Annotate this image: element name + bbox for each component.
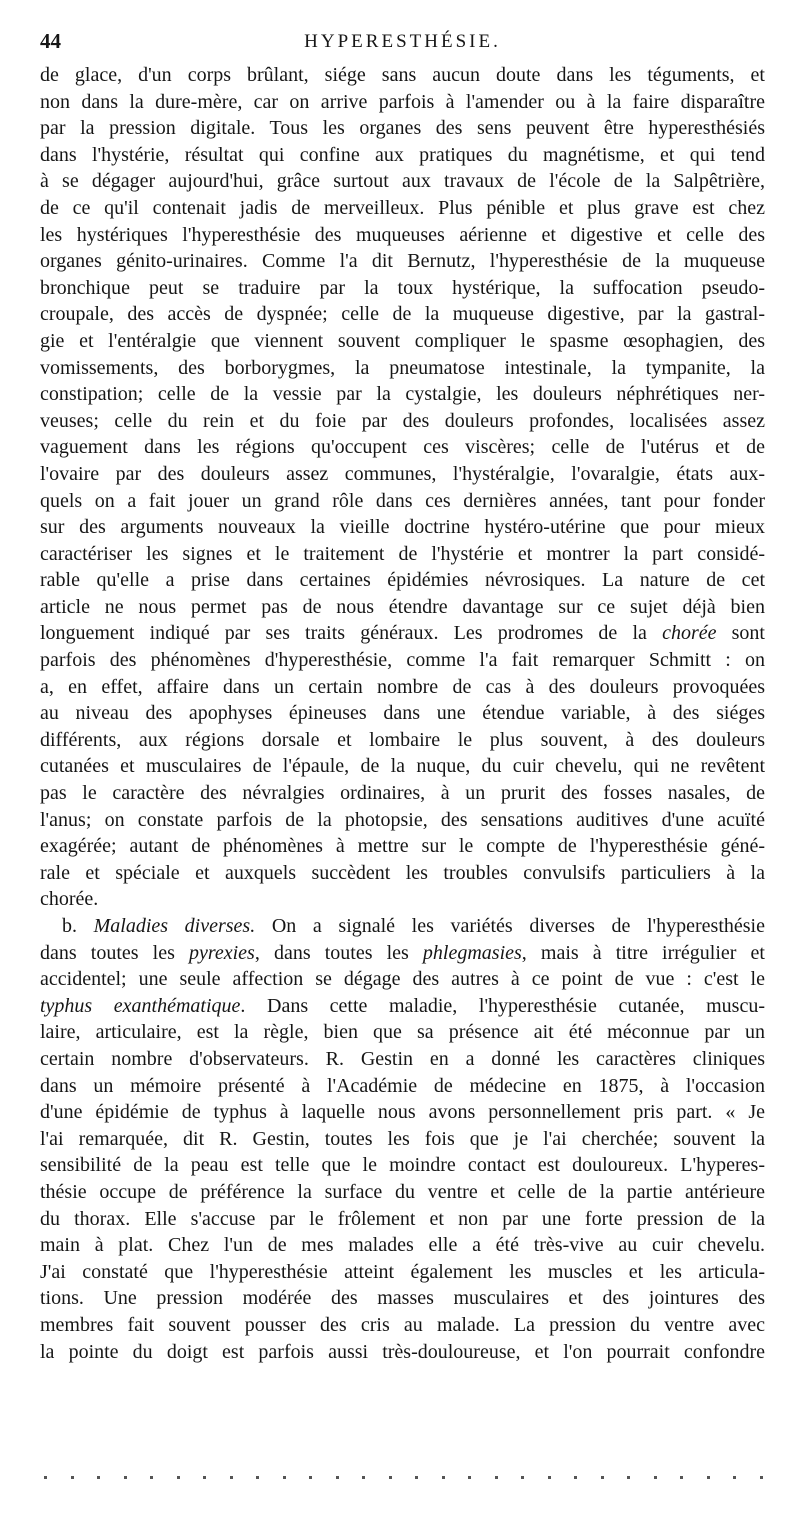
running-head: HYPERESTHÉSIE. bbox=[304, 31, 501, 52]
text-segment: thésie occupe de préférence la surface du ventre et celle de la partie antérieure bbox=[40, 1180, 765, 1203]
text-line bbox=[40, 514, 765, 541]
text-segment: a, en effet, affaire dans un certain nombre de cas à des douleurs provoquées bbox=[40, 675, 765, 698]
text-segment: gie et l'entéralgie que viennent souvent compliquer le spasme œsophagien, des bbox=[40, 329, 765, 352]
rule-dot bbox=[362, 1476, 365, 1479]
text-segment: dans toutes les bbox=[40, 941, 189, 964]
rule-dot bbox=[760, 1476, 763, 1479]
italic-text-segment: phlegmasies bbox=[422, 941, 522, 964]
text-segment: croupale, des accès de dyspnée; celle de la muqueuse digestive, par la gastral- bbox=[40, 303, 765, 326]
text-line bbox=[40, 195, 765, 222]
text-segment: main à plat. Chez l'un de mes malades elle a été très-vive au cuir chevelu. bbox=[40, 1234, 765, 1257]
rule-dot bbox=[177, 1476, 180, 1479]
text-segment: l'anus; on constate parfois de la photopsie, des sensations auditives d'une acuïté bbox=[40, 808, 765, 831]
text-line bbox=[40, 355, 765, 382]
text-line bbox=[40, 1312, 765, 1339]
rule-dot bbox=[548, 1476, 551, 1479]
text-line bbox=[40, 115, 765, 142]
text-segment: exagérée; autant de phénomènes à mettre sur le compte de l'hyperesthésie géné- bbox=[40, 835, 765, 858]
text-line bbox=[40, 1179, 765, 1206]
text-line bbox=[40, 1259, 765, 1286]
text-segment: longuement indiqué par ses traits généraux. Les prodromes de la bbox=[40, 622, 663, 645]
rule-dot bbox=[97, 1476, 100, 1479]
text-segment: l'ovaire par des douleurs assez communes, l'hystéralgie, l'ovaralgie, états aux- bbox=[40, 462, 765, 485]
text-line bbox=[40, 1152, 765, 1179]
text-segment: vomissements, des borborygmes, la pneumatose intestinale, la tympanite, la bbox=[40, 356, 765, 379]
italic-text-segment: chorée bbox=[662, 622, 717, 645]
text-segment: d'une épidémie de typhus à laquelle nous avons personnellement pris part. « Je bbox=[40, 1101, 765, 1124]
text-line bbox=[40, 62, 765, 89]
text-line bbox=[40, 753, 765, 780]
text-line bbox=[40, 1232, 765, 1259]
text-line bbox=[40, 700, 765, 727]
text-line bbox=[40, 620, 765, 647]
text-line bbox=[40, 860, 765, 887]
rule-dot bbox=[654, 1476, 657, 1479]
text-line bbox=[40, 168, 765, 195]
text-line bbox=[40, 567, 765, 594]
text-line bbox=[40, 833, 765, 860]
text-line bbox=[40, 1073, 765, 1100]
text-segment: bronchique peut se traduire par la toux hystérique, la suffocation pseudo- bbox=[40, 276, 765, 299]
text-segment: tions. Une pression modérée des masses musculaires et des jointures des bbox=[40, 1287, 765, 1310]
rule-dot bbox=[203, 1476, 206, 1479]
rule-dot bbox=[707, 1476, 710, 1479]
text-segment: accidentel; une seule affection se dégage des autres à ce point de vue : c'est le bbox=[40, 968, 765, 991]
rule-dot bbox=[415, 1476, 418, 1479]
rule-dot bbox=[733, 1476, 736, 1479]
rule-dot bbox=[336, 1476, 339, 1479]
rule-dot bbox=[495, 1476, 498, 1479]
text-line bbox=[40, 807, 765, 834]
text-line bbox=[40, 381, 765, 408]
page-number: 44 bbox=[40, 29, 61, 53]
rule-dot bbox=[283, 1476, 286, 1479]
text-segment: du thorax. Elle s'accuse par le frôlement et non par une forte pression de la bbox=[40, 1207, 765, 1230]
text-segment: J'ai constaté que l'hyperesthésie atteint également les muscles et les articula- bbox=[40, 1260, 765, 1283]
italic-text-segment: Maladies diverses. bbox=[93, 915, 256, 937]
text-line bbox=[40, 780, 765, 807]
text-segment: organes génito-urinaires. Comme l'a dit Bernutz, l'hyperesthésie de la muqueuse bbox=[40, 250, 765, 273]
bottom-dot-rule bbox=[40, 1473, 765, 1483]
text-line bbox=[40, 913, 765, 940]
text-segment: membres fait souvent pousser des cris au malade. La pression du ventre avec bbox=[40, 1313, 765, 1336]
text-segment: sensibilité de la peau est telle que le moindre contact est douloureux. L'hyperes- bbox=[40, 1154, 765, 1177]
text-segment: , dans toutes les bbox=[254, 941, 423, 964]
rule-dot bbox=[680, 1476, 683, 1479]
text-segment: chorée. bbox=[40, 888, 99, 911]
text-line bbox=[40, 488, 765, 515]
text-line bbox=[40, 674, 765, 701]
rule-dot bbox=[256, 1476, 259, 1479]
text-line bbox=[40, 1046, 765, 1073]
text-segment: de glace, d'un corps brûlant, siége sans aucun doute dans les téguments, et bbox=[40, 64, 765, 86]
text-segment: pas le caractère des névralgies ordinaires, à un prurit des fosses nasales, de bbox=[40, 782, 765, 805]
text-line bbox=[40, 1206, 765, 1233]
text-segment: de ce qu'il contenait jadis de merveilleux. Plus pénible et plus grave est chez bbox=[40, 196, 765, 219]
text-segment: parfois des phénomènes d'hyperesthésie, comme l'a fait remarquer Schmitt : on bbox=[40, 649, 765, 672]
text-line bbox=[40, 142, 765, 169]
rule-dot bbox=[627, 1476, 630, 1479]
text-segment: non dans la dure-mère, car on arrive parfois à l'amender ou à la faire disparaître bbox=[40, 90, 765, 113]
text-segment: certain nombre d'observateurs. R. Gestin en a donné les caractères cliniques bbox=[40, 1047, 765, 1070]
text-segment: b. bbox=[62, 915, 94, 937]
rule-dot bbox=[309, 1476, 312, 1479]
rule-dot bbox=[442, 1476, 445, 1479]
text-segment: caractériser les signes et le traitement de l'hystérie et montrer la part considé- bbox=[40, 542, 765, 565]
text-segment: cutanées et musculaires de l'épaule, de la nuque, du cuir chevelu, qui ne revêtent bbox=[40, 755, 765, 778]
text-line bbox=[40, 89, 765, 116]
rule-dot bbox=[44, 1476, 47, 1479]
text-segment: la pointe du doigt est parfois aussi très-douloureuse, et l'on pourrait confondre bbox=[40, 1340, 765, 1363]
text-line bbox=[40, 301, 765, 328]
page-header bbox=[40, 29, 765, 57]
text-line bbox=[40, 647, 765, 674]
text-line bbox=[40, 222, 765, 249]
text-line bbox=[40, 1099, 765, 1126]
rule-dot bbox=[71, 1476, 74, 1479]
text-segment: les hystériques l'hyperesthésie des muqueuses aérienne et digestive et celle des bbox=[40, 223, 765, 246]
rule-dot bbox=[601, 1476, 604, 1479]
rule-dot bbox=[230, 1476, 233, 1479]
text-line bbox=[40, 248, 765, 275]
text-line bbox=[40, 1126, 765, 1153]
text-line bbox=[40, 993, 765, 1020]
text-segment: sur des arguments nouveaux la vieille doctrine hystéro-utérine que pour mieux bbox=[40, 516, 765, 539]
text-line bbox=[40, 1339, 765, 1366]
text-segment: sont bbox=[716, 622, 765, 645]
text-segment: dans l'hystérie, résultat qui confine aux pratiques du magnétisme, et qui tend bbox=[40, 143, 765, 166]
text-segment: différents, aux régions dorsale et lombaire le plus souvent, à des douleurs bbox=[40, 728, 765, 751]
text-segment: laire, articulaire, est la règle, bien que sa présence ait été méconnue par un bbox=[40, 1021, 765, 1044]
text-line bbox=[40, 275, 765, 302]
text-line bbox=[40, 541, 765, 568]
text-line bbox=[40, 434, 765, 461]
text-segment: quels on a fait jouer un grand rôle dans ces dernières années, tant pour fonder bbox=[40, 489, 765, 512]
italic-text-segment: typhus exanthématique bbox=[40, 994, 241, 1017]
text-segment: constipation; celle de la vessie par la cystalgie, les douleurs néphrétiques ner- bbox=[40, 383, 765, 406]
text-line bbox=[40, 328, 765, 355]
text-segment: rable qu'elle a prise dans certaines épidémies névrosiques. La nature de cet bbox=[40, 569, 765, 592]
text-line bbox=[40, 966, 765, 993]
text-segment: . Dans cette maladie, l'hyperesthésie cutanée, muscu- bbox=[240, 994, 765, 1017]
text-segment: On a signalé les variétés diverses de l'hyperesthésie bbox=[255, 915, 765, 937]
rule-dot bbox=[468, 1476, 471, 1479]
text-segment: rale et spéciale et auxquels succèdent les troubles convulsifs particuliers à la bbox=[40, 861, 765, 884]
rule-dot bbox=[124, 1476, 127, 1479]
text-line bbox=[40, 594, 765, 621]
text-segment: dans un mémoire présenté à l'Académie de médecine en 1875, à l'occasion bbox=[40, 1074, 765, 1097]
text-segment: à se dégager aujourd'hui, grâce surtout aux travaux de l'école de la Salpêtrière, bbox=[40, 170, 765, 193]
text-line bbox=[40, 727, 765, 754]
text-line bbox=[40, 461, 765, 488]
rule-dot bbox=[389, 1476, 392, 1479]
text-segment: article ne nous permet pas de nous étendre davantage sur ce sujet déjà bien bbox=[40, 595, 765, 618]
text-segment: par la pression digitale. Tous les organes des sens peuvent être hyperesthésiés bbox=[40, 117, 765, 140]
text-segment: au niveau des apophyses épineuses dans une étendue variable, à des siéges bbox=[40, 702, 765, 725]
text-line bbox=[40, 886, 765, 913]
text-segment: veuses; celle du rein et du foie par des douleurs profondes, localisées assez bbox=[40, 409, 765, 432]
text-line bbox=[40, 940, 765, 967]
text-line bbox=[40, 408, 765, 435]
text-line bbox=[40, 1285, 765, 1312]
rule-dot bbox=[150, 1476, 153, 1479]
text-segment: vaguement dans les régions qu'occupent ces viscères; celle de l'utérus et de bbox=[40, 436, 765, 459]
rule-dot bbox=[574, 1476, 577, 1479]
text-line bbox=[40, 1019, 765, 1046]
text-segment: l'ai remarquée, dit R. Gestin, toutes les fois que je l'ai cherchée; souvent la bbox=[40, 1127, 765, 1150]
rule-dot bbox=[521, 1476, 524, 1479]
text-segment: , mais à titre irrégulier et bbox=[521, 941, 765, 964]
body-text bbox=[40, 62, 765, 1365]
italic-text-segment: pyrexies bbox=[188, 941, 255, 964]
